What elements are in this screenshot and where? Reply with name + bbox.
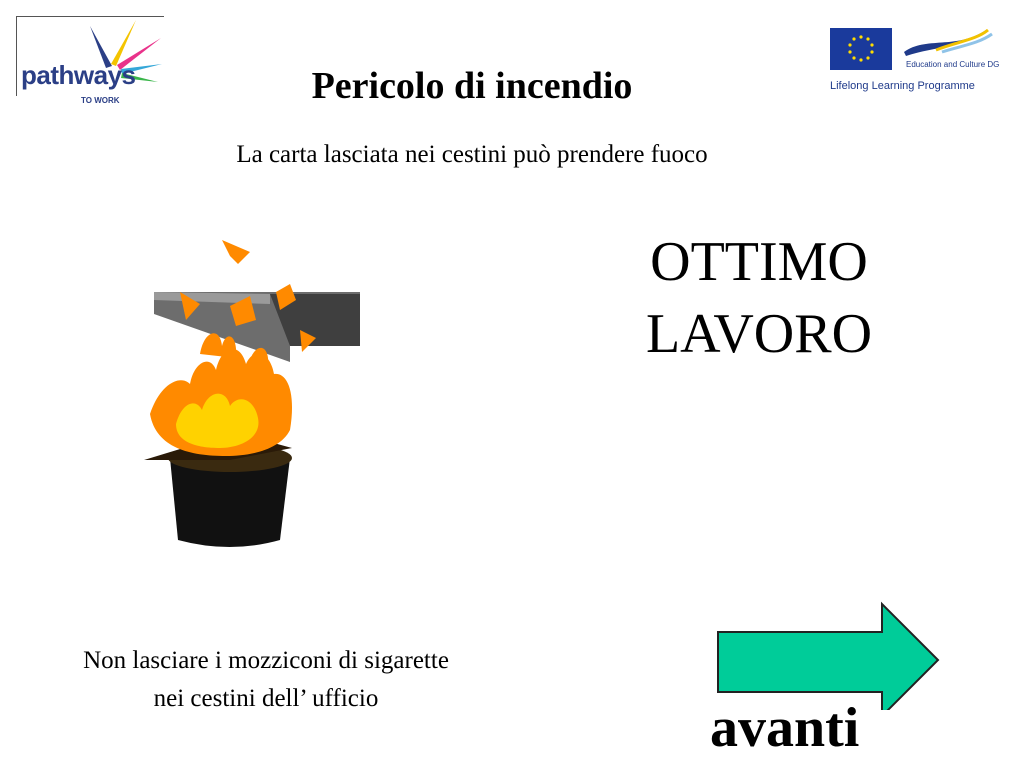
praise-line-1: OTTIMO: [650, 231, 868, 293]
next-button-label[interactable]: avanti: [710, 697, 860, 759]
page-title: Pericolo di incendio: [311, 65, 633, 107]
praise-message: [606, 226, 912, 370]
safety-tip: [10, 642, 522, 718]
safety-tip-line-2: nei cestini dell’ ufficio: [153, 685, 379, 712]
pathways-subtitle: TO WORK: [81, 96, 120, 105]
eu-programme-label: Lifelong Learning Programme: [830, 80, 975, 92]
slide-subtitle: La carta lasciata nei cestini può prendere fuoco: [236, 141, 708, 168]
praise-line-2: LAVORO: [645, 303, 873, 365]
burning-wastebasket-icon: [130, 234, 370, 564]
eu-dg-label: Education and Culture DG: [906, 60, 1000, 69]
arrow-right-icon[interactable]: [710, 600, 950, 710]
burning-wastebasket-illustration: [130, 234, 370, 564]
pathways-wordmark: pathways: [21, 60, 136, 90]
safety-tip-line-1: Non lasciare i mozziconi di sigarette: [83, 647, 449, 674]
next-button[interactable]: [710, 600, 950, 760]
